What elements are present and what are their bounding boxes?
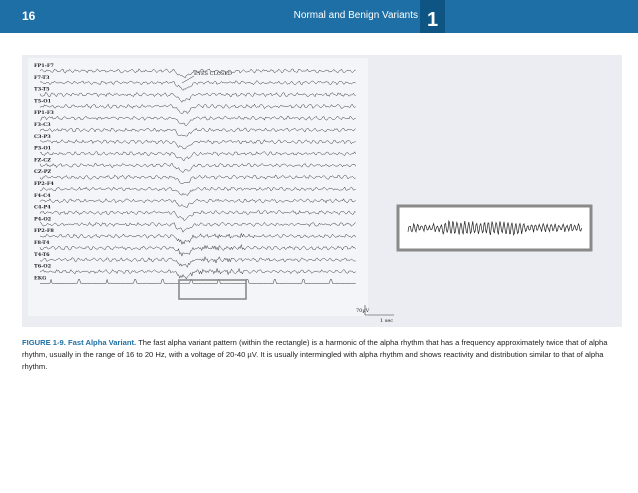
figure-title: Fast Alpha Variant.: [68, 338, 137, 347]
channel-label: T5-O1: [34, 98, 52, 105]
eeg-figure: [22, 55, 622, 327]
channel-label: F7-T3: [34, 74, 50, 81]
channel-label: T3-T5: [34, 86, 50, 93]
channel-label: T6-O2: [34, 263, 52, 270]
page-header: [0, 0, 638, 33]
channel-label: F3-C3: [34, 122, 51, 128]
channel-label: P3-O1: [34, 145, 52, 152]
page-number: 16: [22, 9, 36, 23]
channel-label: CZ-PZ: [34, 169, 52, 176]
channel-label: FP2-F4: [34, 181, 54, 187]
channel-label: P4-O2: [34, 216, 52, 223]
section-title: Normal and Benign Variants: [293, 10, 418, 21]
voltage-scale-label: 70µV: [356, 308, 370, 314]
caption-text: The fast alpha variant pattern (within the rectangle) is a harmonic of the alpha rhythm that has a frequency approximately twice that of alpha rhythm, usually in the range of 16 to 20 Hz, with a voltage of 20-40 µV. It is usually intermingled with alpha rhythm and shows reactivity and distribution similar to that of alpha rhythm.: [22, 338, 608, 371]
eeg-tracing: [22, 55, 622, 327]
channel-label: EKG: [34, 275, 47, 282]
event-marker-label: EYES CLOSED: [194, 71, 232, 77]
channel-label: T4-T6: [34, 251, 50, 258]
time-scale-label: 1 sec: [380, 318, 394, 324]
tracing-background: [28, 58, 368, 316]
figure-caption: [22, 337, 622, 373]
channel-label: FP1-F7: [34, 63, 54, 69]
channel-label: C3-P3: [34, 133, 51, 140]
figure-label: FIGURE 1-9.: [22, 338, 66, 347]
chapter-tab: 1: [420, 0, 445, 33]
channel-label: FP2-F8: [34, 228, 54, 235]
channel-label: FZ-CZ: [34, 157, 51, 164]
channel-label: C4-P4: [34, 204, 51, 211]
channel-label: F4-C4: [34, 192, 51, 199]
channel-label: F8-T4: [34, 240, 50, 246]
channel-label: FP1-F3: [34, 110, 54, 117]
